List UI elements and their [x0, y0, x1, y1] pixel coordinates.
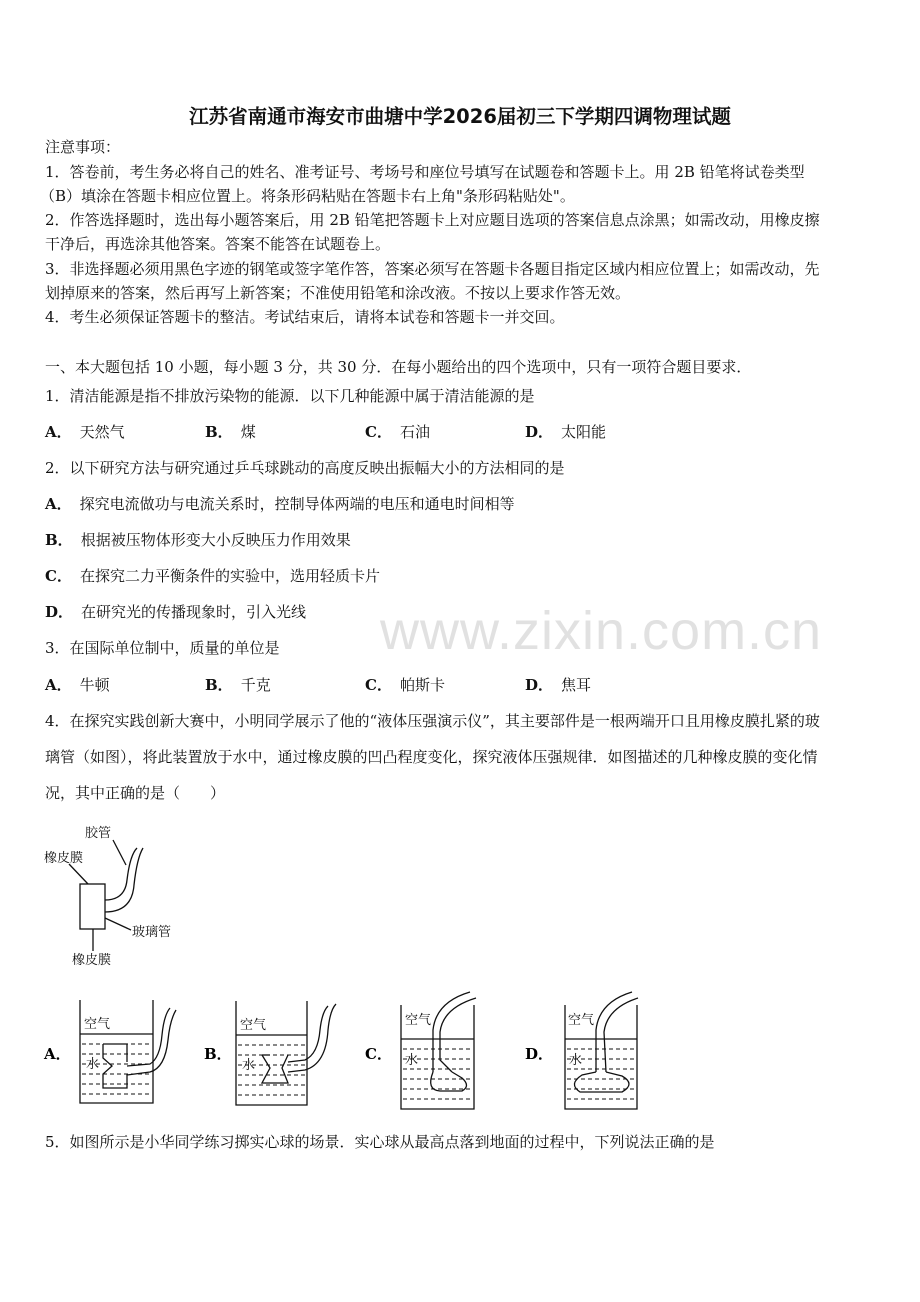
water-label-c: 水 — [405, 1053, 419, 1068]
beaker-a — [80, 1000, 176, 1103]
q4-stem-line: 4．在探究实践创新大赛中，小明同学展示了他的“液体压强演示仪”，其主要部件是一根两端开口且用橡皮膜扎紧的玻 — [45, 712, 820, 730]
q4-option-c-letter: C． — [365, 1045, 392, 1063]
water-label-b: 水 — [242, 1058, 256, 1073]
notes-line: 4．考生必须保证答题卡的整洁。考试结束后，请将本试卷和答题卡一并交回。 — [45, 308, 565, 326]
glass-tube-label: 玻璃管 — [132, 925, 172, 940]
q2-option-c: C． 在探究二力平衡条件的实验中，选用轻质卡片 — [45, 567, 380, 585]
q2-option-b: B． 根据被压物体形变大小反映压力作用效果 — [45, 531, 351, 549]
q4-option-a-letter: A． — [44, 1045, 71, 1063]
q3-option-b: B． 千克 — [205, 676, 271, 694]
q4-option-b-letter: B． — [204, 1045, 232, 1063]
hose-label: 胶管 — [85, 826, 112, 841]
notes-line: 干净后，再选涂其他答案。答案不能答在试题卷上。 — [45, 235, 391, 253]
q1-stem: 1．清洁能源是指不排放污染物的能源．以下几种能源中属于清洁能源的是 — [45, 387, 535, 405]
notes-line: （B）填涂在答题卡相应位置上。将条形码粘贴在答题卡右上角"条形码粘贴处"。 — [40, 187, 575, 205]
membrane-top-label: 橡皮膜 — [44, 851, 84, 866]
q4-stem-line: 况，其中正确的是（ ） — [45, 784, 226, 802]
notes-line: 划掉原来的答案，然后再写上新答案；不准使用铅笔和涂改液。不按以上要求作答无效。 — [45, 284, 631, 302]
air-label-d: 空气 — [568, 1013, 595, 1028]
air-label-a: 空气 — [84, 1017, 111, 1032]
beaker-c — [401, 992, 476, 1109]
q1-option-d: D． 太阳能 — [525, 423, 607, 441]
notes-line: 2．作答选择题时，选出每小题答案后，用 2B 铅笔把答题卡上对应题目选项的答案信息点涂黑；如需改动，用橡皮擦 — [45, 211, 820, 229]
q2-option-a: A． 探究电流做功与电流关系时，控制导体两端的电压和通电时间相等 — [45, 495, 515, 513]
air-label-c: 空气 — [405, 1013, 432, 1028]
q3-option-c: C． 帕斯卡 — [365, 676, 445, 694]
notes-heading: 注意事项： — [45, 138, 121, 156]
notes-line: 1．答卷前，考生务必将自己的姓名、准考证号、考场号和座位号填写在试题卷和答题卡上。用 2B 铅笔将试卷类型 — [45, 163, 805, 181]
q2-option-d: D． 在研究光的传播现象时，引入光线 — [45, 603, 307, 621]
q1-option-a: A． 天然气 — [45, 423, 125, 441]
notes-line: 3．非选择题必须用黑色字迹的钢笔或签字笔作答，答案必须写在答题卡各题目指定区域内相应位置上；如需改动，先 — [45, 260, 820, 278]
q1-option-c: C． 石油 — [365, 423, 430, 441]
q3-option-a: A． 牛顿 — [45, 676, 110, 694]
air-label-b: 空气 — [240, 1018, 267, 1033]
water-label-d: 水 — [569, 1053, 583, 1068]
q1-option-b: B． 煤 — [205, 423, 256, 441]
q4-option-d-letter: D． — [525, 1045, 554, 1063]
section-heading: 一、本大题包括 10 小题，每小题 3 分，共 30 分．在每小题给出的四个选项中，只有一项符合题目要求． — [45, 358, 752, 376]
q4-stem-line: 璃管（如图），将此装置放于水中，通过橡皮膜的凹凸程度变化，探究液体压强规律．如图描述的几种橡皮膜的变化情 — [45, 748, 818, 766]
q3-option-d: D． 焦耳 — [525, 676, 592, 694]
q3-stem: 3．在国际单位制中，质量的单位是 — [45, 639, 280, 657]
watermark: www.zixin.com.cn — [380, 601, 823, 661]
beaker-b — [236, 1001, 336, 1105]
q2-stem: 2．以下研究方法与研究通过乒乓球跳动的高度反映出振幅大小的方法相同的是 — [45, 459, 565, 477]
page-title: 江苏省南通市海安市曲塘中学2026届初三下学期四调物理试题 — [189, 105, 731, 128]
beaker-d — [565, 992, 638, 1109]
membrane-bottom-label: 橡皮膜 — [72, 953, 112, 968]
water-label-a: 水 — [86, 1057, 100, 1072]
q5-stem: 5．如图所示是小华同学练习掷实心球的场景．实心球从最高点落到地面的过程中，下列说法正确的是 — [45, 1133, 715, 1151]
